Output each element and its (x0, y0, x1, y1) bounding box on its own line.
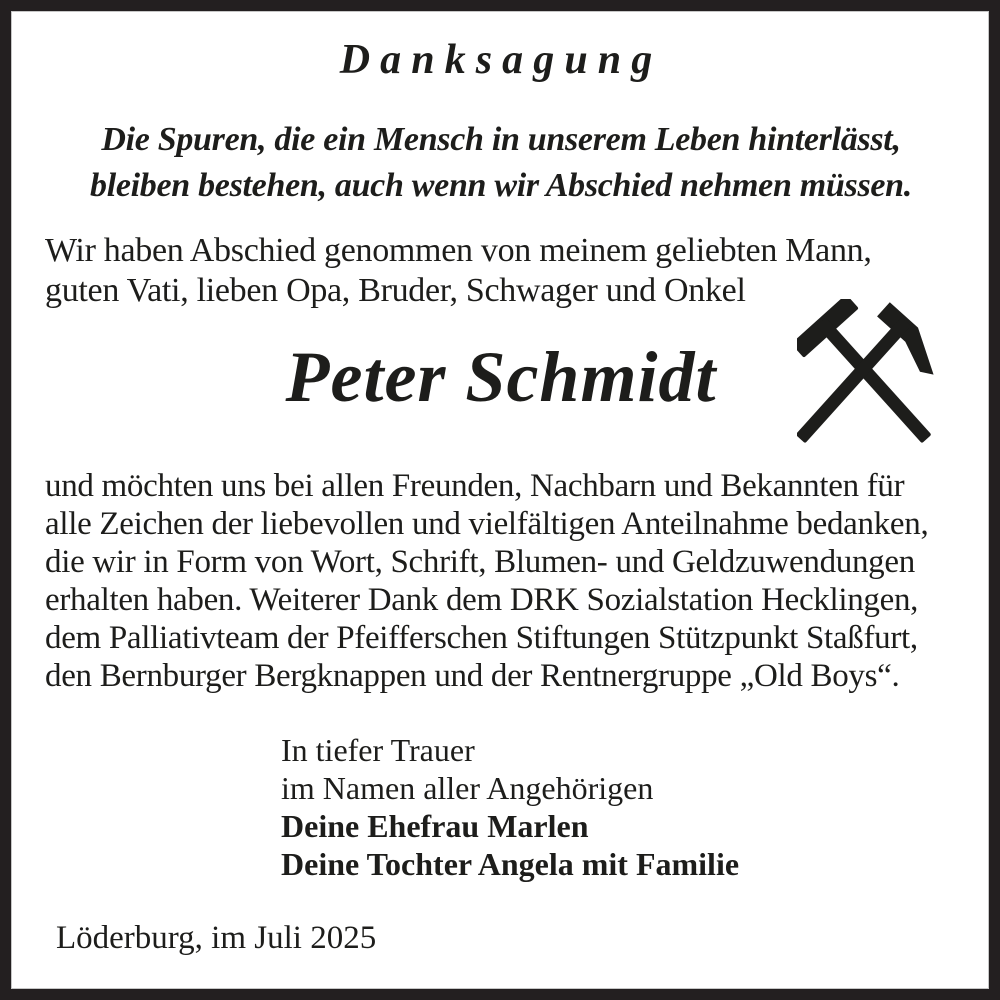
epigraph-line: Die Spuren, die ein Mensch in unserem Leben hinterlässt, (101, 121, 901, 158)
notice-title: Danksagung (339, 37, 663, 83)
signature-block (281, 731, 957, 883)
signature-line-wife: Deine Ehefrau Marlen (281, 808, 589, 844)
notice-content (11, 11, 989, 989)
intro-line: Wir haben Abschied genommen von meinem geliebten Mann, (45, 232, 872, 269)
thanks-line: dem Palliativteam der Pfeifferschen Stiftungen Stützpunkt Staßfurt, (45, 620, 918, 656)
thanks-line: und möchten uns bei allen Freunden, Nachbarn und Bekannten für (45, 468, 905, 504)
place-date: Löderburg, im Juli 2025 (56, 920, 377, 956)
thanks-line: erhalten haben. Weiterer Dank dem DRK Sozialstation Hecklingen, (45, 582, 919, 618)
intro-line: guten Vati, lieben Opa, Bruder, Schwager und Onkel (45, 272, 746, 309)
thanks-paragraph (45, 467, 957, 695)
epigraph-line: bleiben bestehen, auch wenn wir Abschied nehmen müssen. (90, 167, 912, 204)
thanks-line: alle Zeichen der liebevollen und vielfältigen Anteilnahme bedanken, (45, 506, 929, 542)
signature-line: im Namen aller Angehörigen (281, 770, 654, 806)
thanks-line: den Bernburger Bergknappen und der Rentnergruppe „Old Boys“. (45, 658, 900, 694)
epigraph-quote (45, 117, 957, 209)
signature-line-daughter: Deine Tochter Angela mit Familie (281, 846, 740, 882)
signature-line: In tiefer Trauer (281, 732, 475, 768)
deceased-name: Peter Schmidt (285, 337, 717, 417)
thanks-line: die wir in Form von Wort, Schrift, Blumen- und Geldzuwendungen (45, 544, 915, 580)
miners-hammer-and-pick-icon (797, 299, 961, 457)
